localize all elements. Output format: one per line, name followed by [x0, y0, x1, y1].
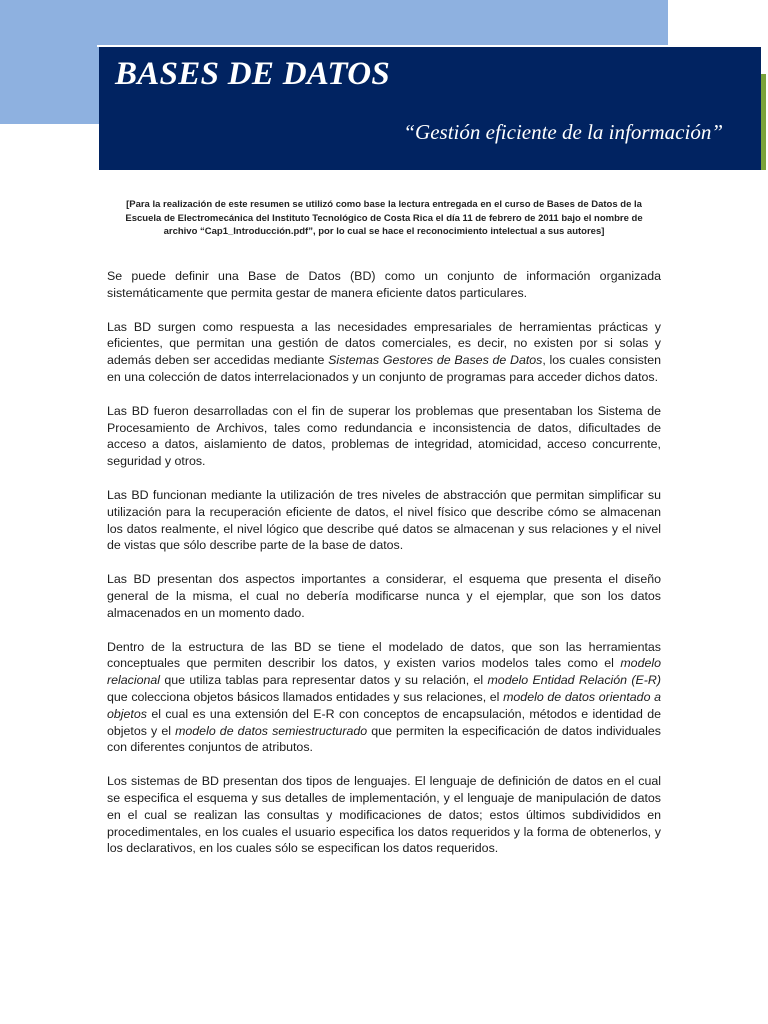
- paragraph-text: que permiten la especificación de datos individuales con diferentes conjuntos de atributos.: [107, 723, 661, 755]
- banner-top-line: [97, 45, 761, 47]
- paragraph-abstraction: Las BD funcionan mediante la utilización de tres niveles de abstracción que permitan simplificar su utilización para la recuperación eficiente de datos, el nivel físico que describe cómo se almacenan los datos realmente, el nivel lógico que describe qué datos se almacenan y sus relaciones y el nivel de vistas que sólo describe parte de la base de datos.: [107, 487, 661, 553]
- paragraph-origin: [107, 319, 661, 386]
- banner-accent-edge: [761, 74, 766, 170]
- emphasis-term: modelo relacional: [107, 656, 661, 688]
- paragraph-definition: Se puede definir una Base de Datos (BD) como un conjunto de información organizada sistemáticamente que permita gestar de manera eficiente datos particulares.: [107, 269, 661, 300]
- paragraph-text: que colecciona objetos básicos llamados entidades y sus relaciones, el: [107, 689, 504, 704]
- paragraph-text: Dentro de la estructura de las BD se tiene el modelado de datos, que son las herramientas conceptuales que permiten describir los datos, y existen varios modelos tales como el: [107, 639, 661, 671]
- paragraph-aspects: Las BD presentan dos aspectos importantes a considerar, el esquema que presenta el diseño general de la misma, el cual no debería modificarse nunca y el ejemplar, que son los datos almacenados en un momento dado.: [107, 572, 661, 620]
- paragraph-models: [107, 639, 661, 757]
- document-title: BASES DE DATOS: [115, 56, 391, 92]
- paragraph-text: Las BD surgen como respuesta a las necesidades empresariales de herramientas prácticas y eficientes, que permitan una gestión de datos comerciales, es decir, no existen por si solas y además deben ser accedidas mediante: [107, 319, 661, 368]
- paragraph-languages: Los sistemas de BD presentan dos tipos de lenguajes. El lenguaje de definición de datos en el cual se especifica el esquema y sus detalles de implementación, y el lenguaje de manipulación de datos en el cual se realizan las consultas y modificaciones de datos; estos últimos subdivididos en procedimentales, en los cuales el usuario especifica los datos requeridos y la forma de obtenerlos, y los declarativos, en los cuales sólo se especifican los datos requeridos.: [107, 774, 661, 856]
- document-body: [107, 268, 661, 874]
- emphasis-term: Sistemas Gestores de Bases de Datos: [328, 353, 543, 368]
- emphasis-term: modelo de datos semiestructurado: [175, 723, 368, 738]
- citation-note: [Para la realización de este resumen se utilizó como base la lectura entregada en el curso de Bases de Datos de la Escuela de Electromecánica del Instituto Tecnológico de Costa Rica el día 11 de febrero de 2011 bajo el nombre de archivo “Cap1_Introducción.pdf”, por lo cual se hace el reconocimiento intelectual a sus autores]: [125, 199, 643, 237]
- emphasis-term: modelo de datos orientado a objetos: [107, 689, 661, 721]
- paragraph-problems: Las BD fueron desarrolladas con el fin de superar los problemas que presentaban los Sistema de Procesamiento de Archivos, tales como redundancia e inconsistencia de datos, dificultades de acceso a datos, aislamiento de datos, problemas de integridad, atomicidad, acceso concurrente, seguridad y otros.: [107, 403, 661, 469]
- paragraph-text: el cual es una extensión del E-R con conceptos de encapsulación, métodos e identidad de objetos y el: [107, 706, 661, 738]
- paragraph-text: , los cuales consisten en una colección de datos interrelacionados y un conjunto de programas para acceder dichos datos.: [107, 353, 661, 384]
- document-subtitle: “Gestión eficiente de la información”: [403, 120, 723, 144]
- emphasis-term: modelo Entidad Relación (E-R): [487, 673, 661, 688]
- paragraph-text: que utiliza tablas para representar datos y su relación, el: [160, 673, 488, 688]
